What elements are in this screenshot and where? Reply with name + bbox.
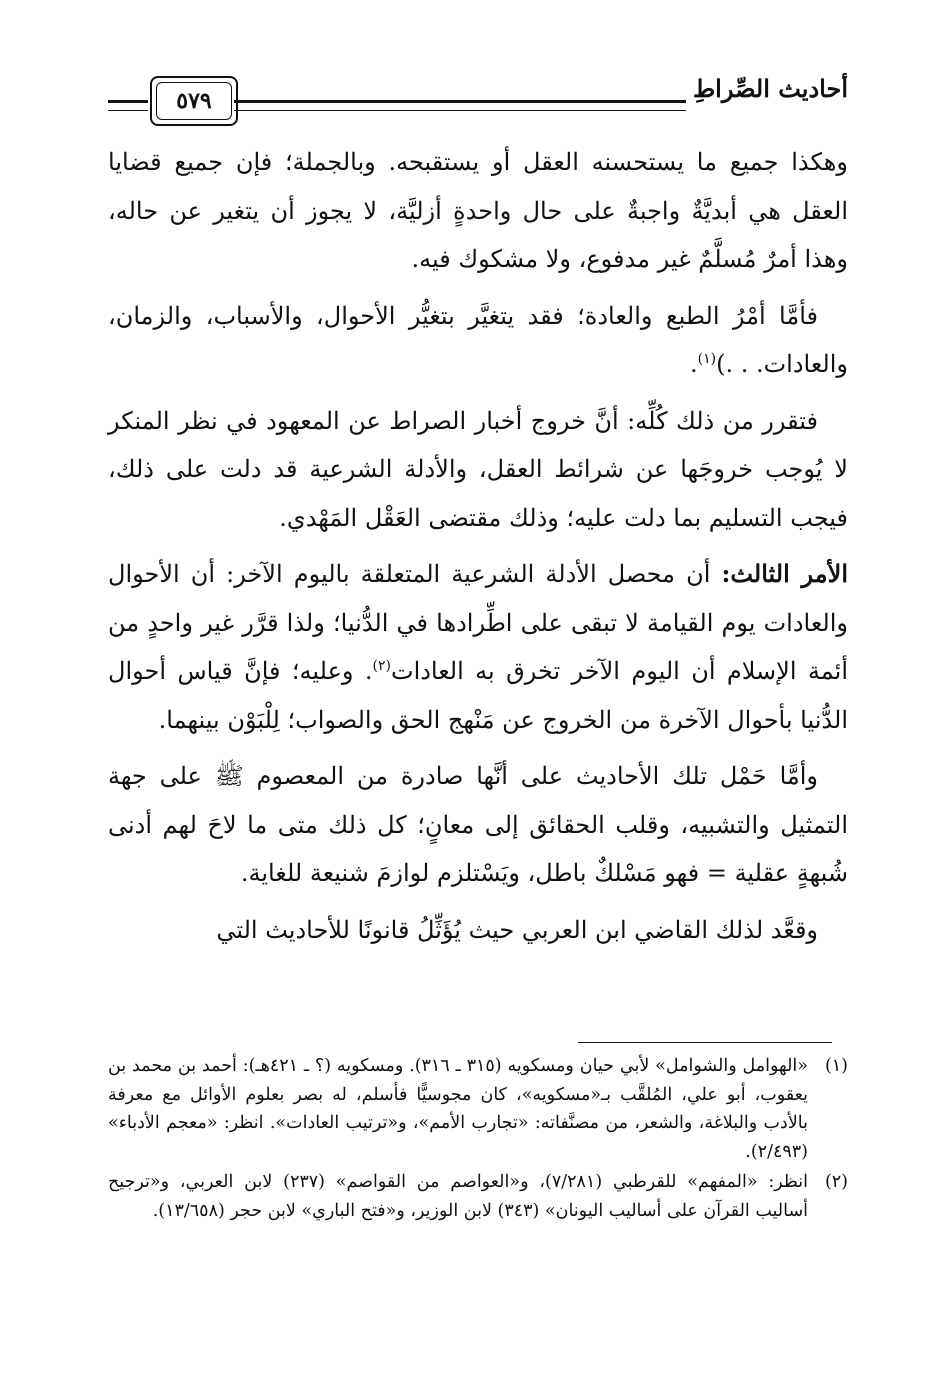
paragraph-text: وأمَّا حَمْل تلك الأحاديث على أنَّها صادرة من المعصوم ﷺ على جهة التمثيل والتشبيه، وقلب الحقائق إلى معانٍ؛ كل ذلك متى ما لاحَ لهم أدنى شُبهةٍ عقلية = فهو مَسْلكٌ باطل، ويَسْتلزم لوازمَ شنيعة للغاية. [108, 762, 848, 887]
paragraph-text: فأمَّا أمْرُ الطبع والعادة؛ فقد يتغيَّر بتغيُّر الأحوال، والأسباب، والزمان، والعادات. . .) [108, 301, 848, 378]
footnote-number: (٢) [824, 1172, 848, 1193]
paragraph [108, 752, 848, 898]
paragraph [108, 292, 848, 389]
header-rule-left [108, 100, 148, 111]
page-header [108, 66, 848, 126]
paragraph-text: وهكذا جميع ما يستحسنه العقل أو يستقبحه. وبالجملة؛ فإن جميع قضايا العقل هي أبديَّةٌ واجبةٌ على حال واحدةٍ أزليَّة، لا يجوز أن يتغير عن حاله، وهذا أمرٌ مُسلَّمٌ غير مدفوع، ولا مشكوك فيه. [108, 148, 848, 273]
footnote-ref[interactable]: (٢) [372, 658, 391, 674]
footnote-separator [578, 1042, 832, 1043]
paragraph-text: وقعَّد لذلك القاضي ابن العربي حيث يُؤَثِّلُ قانونًا للأحاديث التي [216, 915, 818, 944]
footnote-ref[interactable]: (١) [697, 351, 717, 367]
paragraph [108, 906, 848, 955]
page-number: ٥٧٩ [176, 88, 212, 114]
section-lead: الأمر الثالث: [721, 559, 848, 588]
page-number-frame [150, 76, 238, 126]
paragraph: الأمر الثالث: أن محصل الأدلة الشرعية المتعلقة باليوم الآخر: أن الأحوال والعادات يوم القيامة لا تبقى على اطِّرادها في الدُّنيا؛ ولذا قرَّر غير واحدٍ من أئمة الإسلام أن اليوم الآخر تخرق به العادات$^{(٢)}$. وعليه؛ فإنَّ قياس أحوال الدُّنيا بأحوال الآخرة من الخروج عن مَنْهج الحق والصواب؛ لِلْبَوْن بينهما. [108, 559, 848, 734]
main-text [108, 138, 848, 962]
header-rule [234, 100, 686, 111]
paragraph-text: وعليه؛ فإنَّ قياس أحوال الدُّنيا بأحوال الآخرة من الخروج عن مَنْهج الحق والصواب؛ لِلْبَوْن بينهما. [108, 657, 848, 734]
footnotes [108, 1052, 848, 1228]
paragraph-text: أن محصل الأدلة الشرعية المتعلقة باليوم الآخر: أن الأحوال والعادات يوم القيامة لا تبقى على اطِّرادها في الدُّنيا؛ ولذا قرَّر غير واحدٍ من أئمة الإسلام أن اليوم الآخر تخرق به العادات [108, 560, 848, 685]
footnote [108, 1052, 848, 1166]
paragraph [108, 138, 848, 284]
paragraph-text: فتقرر من ذلك كُلِّه: أنَّ خروج أخبار الصراط عن المعهود في نظر المنكر لا يُوجب خروجَها عن شرائط العقل، والأدلة الشرعية قد دلت على ذلك، فيجب التسليم بما دلت عليه؛ وذلك مقتضى العَقْل المَهْدي. [108, 406, 848, 532]
footnote-number: (١) [824, 1056, 848, 1076]
footnote [108, 1168, 848, 1225]
paragraph [108, 397, 848, 543]
footnote-text: انظر: «المفهم» للقرطبي (٧/٢٨١)، و«العواصم من القواصم» (٢٣٧) لابن العربي، و«ترجيح أساليب القرآن على أساليب اليونان» (٣٤٣) لابن الوزير، و«فتح الباري» لابن حجر (١٣/٦٥٨). [108, 1172, 808, 1221]
footnote-text: «الهوامل والشوامل» لأبي حيان ومسكويه (٣١٥ ـ ٣١٦). ومسكويه (؟ ـ ٤٢١هـ): أحمد بن محمد بن يعقوب، أبو علي، المُلقَّب بـ«مسكويه»، كان مجوسيًّا فأسلم، له بصر بعلوم الأوائل مع معرفة بالأدب والبلاغة، والشعر، من مصنَّفاته: «تجارب الأمم»، و«ترتيب العادات». انظر: «معجم الأدباء» (٢/٤٩٣). [108, 1056, 808, 1162]
running-title: أحاديث الصِّراطِ [692, 74, 848, 103]
paragraph-end: . [689, 350, 698, 378]
